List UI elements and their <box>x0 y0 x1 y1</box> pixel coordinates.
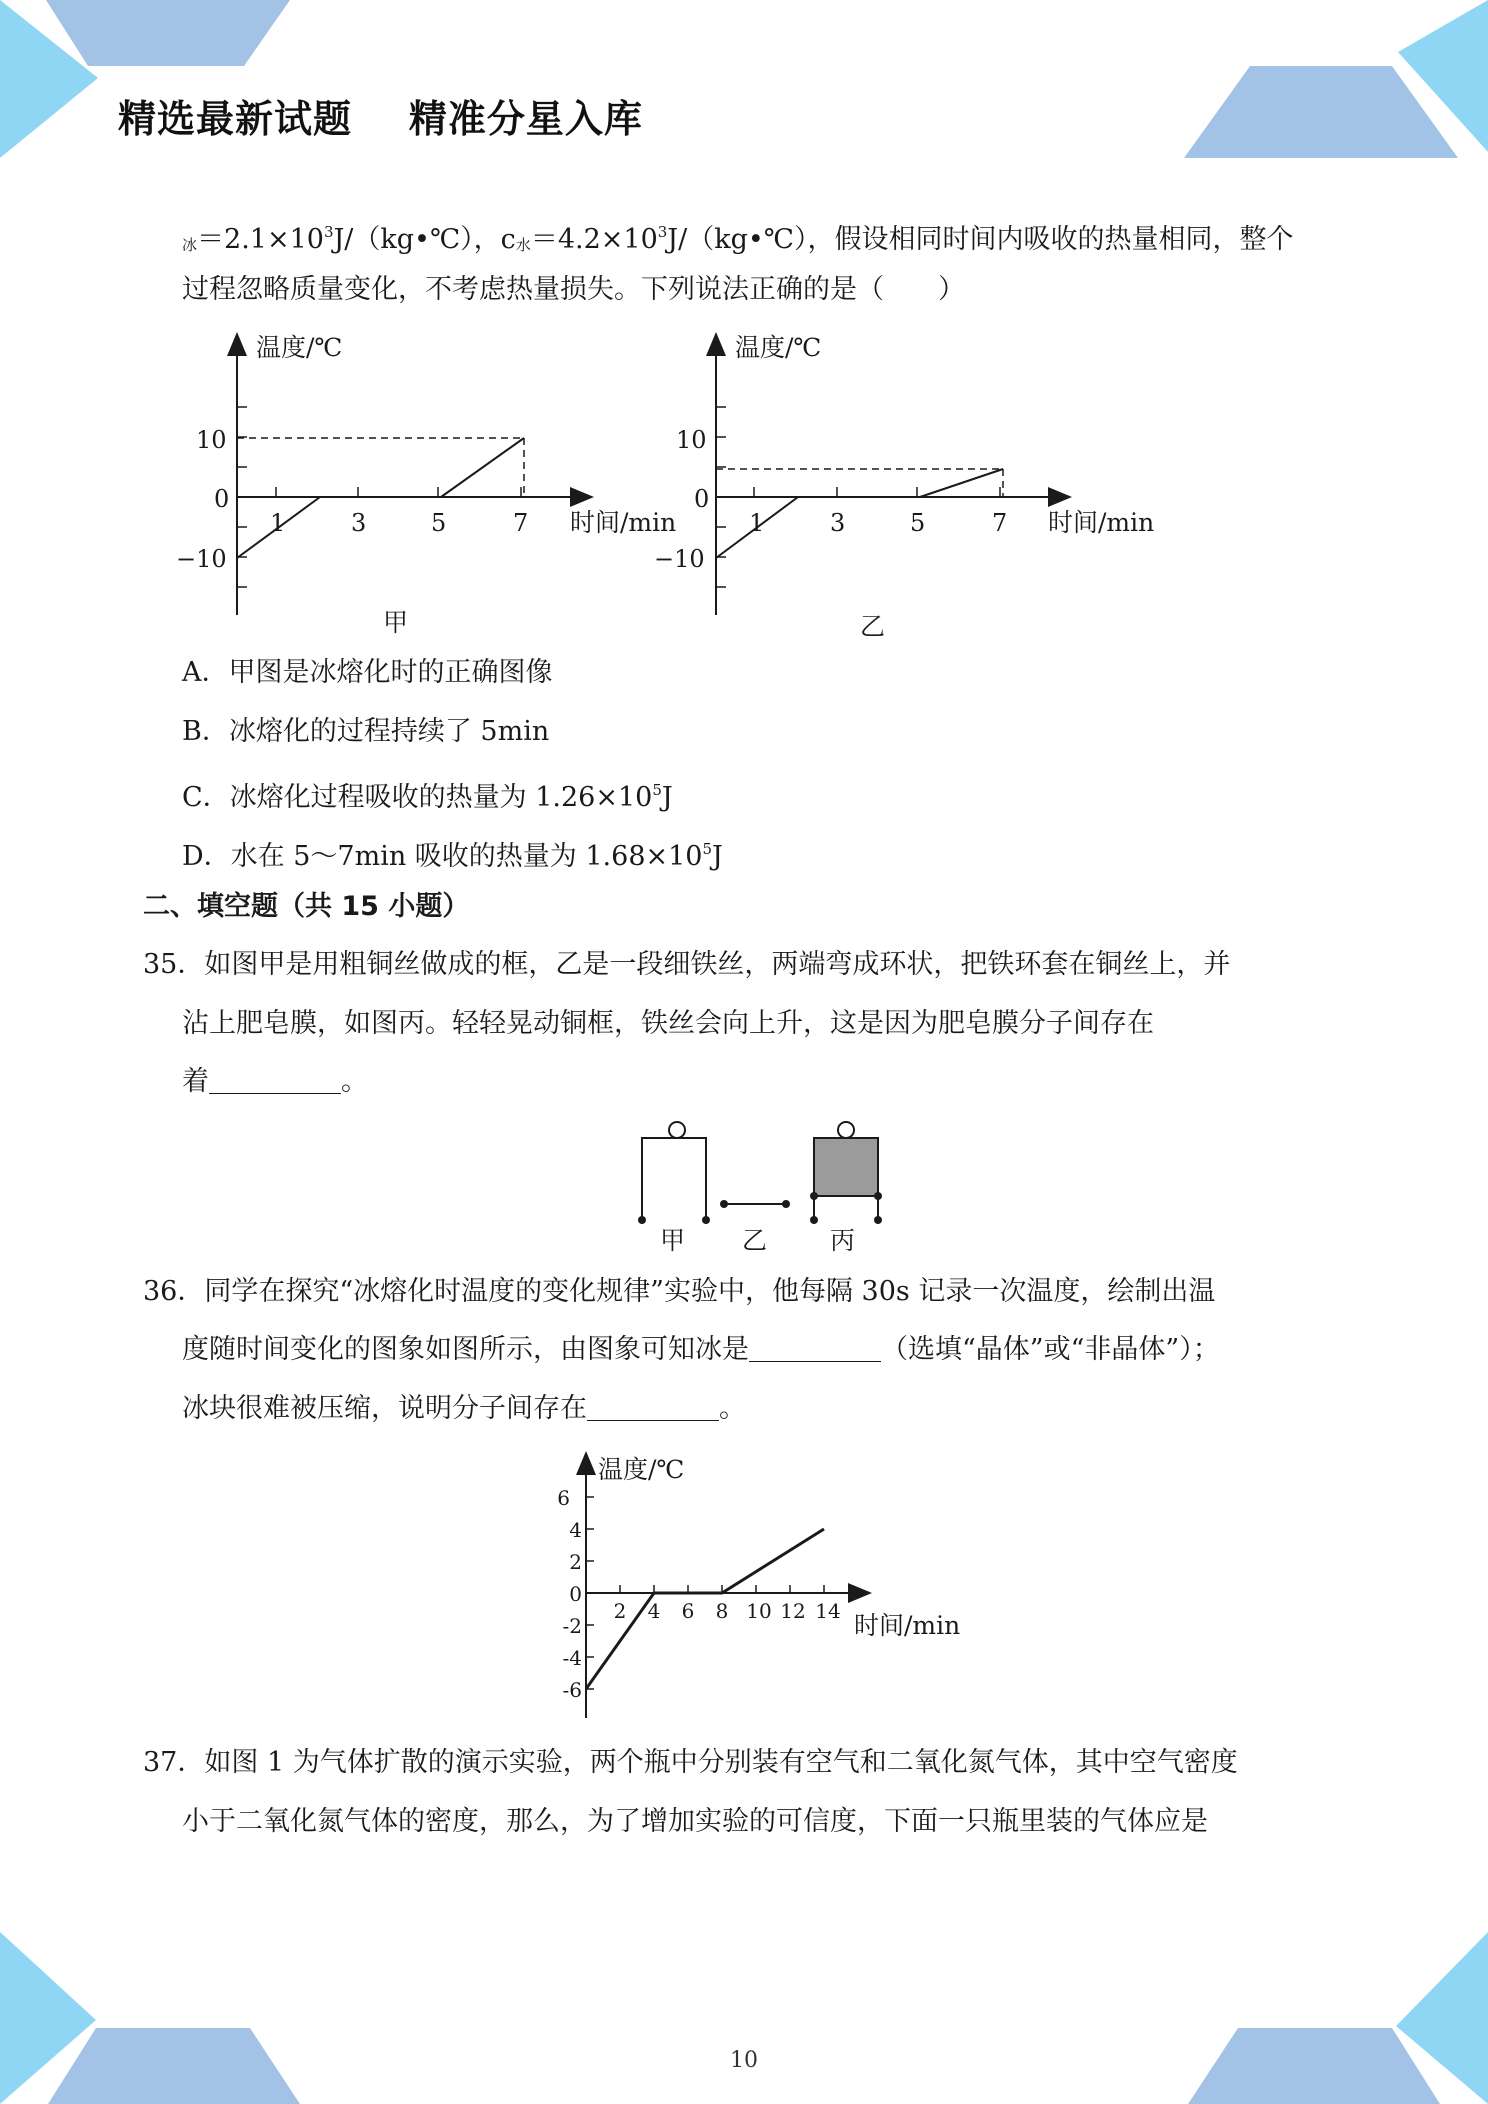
q36-ytick-4: 4 <box>569 1518 582 1542</box>
q34-option-d: D．水在 5～7min 吸收的热量为 $1.68\times 10^5J$ <box>182 840 723 872</box>
yi-ytick-minus10: −10 <box>654 545 705 573</box>
jia-ylabel: 温度/℃ <box>256 333 343 362</box>
yi-ylabel: 温度/℃ <box>735 333 822 362</box>
yi-caption: 乙 <box>860 612 886 641</box>
q36-xtick-14: 14 <box>815 1599 841 1623</box>
q36-line-3: 冰块很难被压缩，说明分子间存在 。 <box>182 1393 746 1424</box>
q36-line-2: 度随时间变化的图象如图所示，由图象可知冰是 （选填“晶体”或“非晶体”）； <box>182 1334 1220 1365</box>
q36-ytick-2: 2 <box>569 1550 582 1574</box>
page-number: 10 <box>730 2048 758 2073</box>
q36-ylabel: 温度/℃ <box>598 1455 685 1484</box>
jia-xtick-7: 7 <box>513 509 529 537</box>
fig-label-bing: 丙 <box>830 1226 856 1255</box>
yi-ytick-10: 10 <box>676 426 707 454</box>
q36-ytick-minus2: -2 <box>562 1614 582 1638</box>
jia-ytick-minus10: −10 <box>176 545 227 573</box>
q35-line-1: 35．如图甲是用粗铜丝做成的框，乙是一段细铁丝，两端弯成环状，把铁环套在铜丝上，并 <box>143 949 1231 980</box>
jia-xtick-5: 5 <box>431 509 447 537</box>
q35-line-3: 着 。 <box>182 1066 368 1097</box>
section-heading-fill-blank: 二、填空题（共 15 小题） <box>143 891 470 922</box>
jia-xlabel: 时间/min <box>570 508 677 537</box>
q34-option-a: A．甲图是冰熔化时的正确图像 <box>182 657 553 688</box>
q36-ytick-6: 6 <box>557 1486 570 1510</box>
q36-xtick-8: 8 <box>715 1599 729 1623</box>
jia-ytick-0: 0 <box>214 485 230 513</box>
jia-xtick-1: 1 <box>270 509 286 537</box>
q36-xlabel: 时间/min <box>854 1611 961 1640</box>
yi-xlabel: 时间/min <box>1048 508 1155 537</box>
q36-xtick-4: 4 <box>647 1599 661 1623</box>
q36-ytick-0: 0 <box>569 1582 582 1606</box>
q35-line-2: 沾上肥皂膜，如图丙。轻轻晃动铜框，铁丝会向上升，这是因为肥皂膜分子间存在 <box>182 1008 1154 1039</box>
q34-given-line-1: 冰$=2.1\times 10^3J/(kg•℃)$，c水$=4.2\times 10^3J/(kg•℃)$，假设相同时间内吸收的热量相同，整个 <box>182 223 1294 255</box>
fig-label-jia: 甲 <box>660 1226 686 1255</box>
q36-xtick-6: 6 <box>681 1599 695 1623</box>
q34-given-line-2: 过程忽略质量变化，不考虑热量损失。下列说法正确的是（ ） <box>182 274 965 305</box>
yi-xtick-5: 5 <box>910 509 926 537</box>
q34-option-b: B．冰熔化的过程持续了 5min <box>182 716 550 747</box>
q36-xtick-12: 12 <box>780 1599 806 1623</box>
q36-ytick-minus6: -6 <box>562 1678 582 1702</box>
q36-xtick-2: 2 <box>613 1599 627 1623</box>
jia-ytick-10: 10 <box>196 426 227 454</box>
yi-xtick-1: 1 <box>749 509 765 537</box>
header-title: 精选最新试题 精准分星入库 <box>118 97 643 141</box>
jia-xtick-3: 3 <box>351 509 367 537</box>
yi-ytick-0: 0 <box>694 485 710 513</box>
yi-xtick-3: 3 <box>830 509 846 537</box>
fig-label-yi: 乙 <box>742 1226 768 1255</box>
q34-option-c: C．冰熔化过程吸收的热量为 $1.26\times 10^5J$ <box>182 781 673 813</box>
yi-xtick-7: 7 <box>992 509 1008 537</box>
q36-xtick-10: 10 <box>746 1599 772 1623</box>
q37-line-1: 37．如图 1 为气体扩散的演示实验，两个瓶中分别装有空气和二氧化氮气体，其中空气密度 <box>143 1747 1238 1778</box>
jia-caption: 甲 <box>383 608 409 637</box>
q36-line-1: 36．同学在探究“冰熔化时温度的变化规律”实验中，他每隔 30s 记录一次温度，绘制出温 <box>143 1276 1216 1307</box>
q37-line-2: 小于二氧化氮气体的密度，那么，为了增加实验的可信度，下面一只瓶里装的气体应是 <box>182 1806 1208 1837</box>
q36-ytick-minus4: -4 <box>562 1646 582 1670</box>
